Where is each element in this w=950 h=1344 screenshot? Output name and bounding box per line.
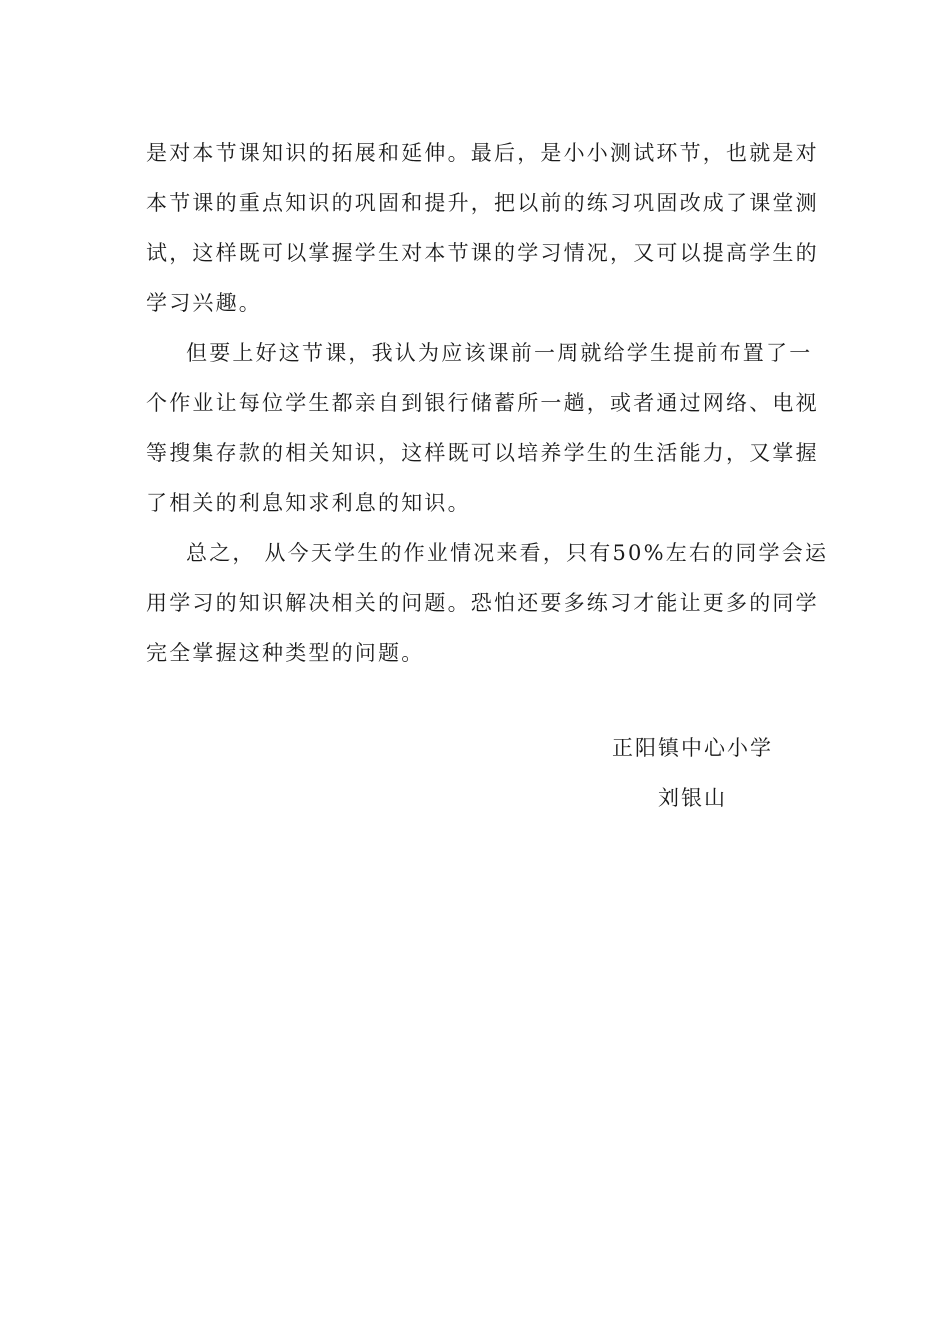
signature-author: 刘银山 (658, 786, 727, 810)
paragraph-2-line-4: 了相关的利息知求利息的知识。 (146, 491, 471, 515)
paragraph-1-line-2: 本节课的重点知识的巩固和提升，把以前的练习巩固改成了课堂测 (146, 191, 819, 215)
paragraph-3-line-3: 完全掌握这种类型的问题。 (146, 641, 425, 665)
paragraph-1-line-3: 试，这样既可以掌握学生对本节课的学习情况，又可以提高学生的 (146, 241, 819, 265)
paragraph-3-line-1: 总之， 从今天学生的作业情况来看，只有50%左右的同学会运 (186, 541, 829, 565)
paragraph-1-line-1: 是对本节课知识的拓展和延伸。最后，是小小测试环节，也就是对 (146, 141, 819, 165)
signature-block (560, 723, 810, 823)
paragraph-1-line-4: 学习兴趣。 (146, 291, 262, 315)
paragraph-2-line-1: 但要上好这节课，我认为应该课前一周就给学生提前布置了一 (186, 341, 813, 365)
paragraph-2-line-2: 个作业让每位学生都亲自到银行储蓄所一趟，或者通过网络、电视 (146, 391, 819, 415)
paragraph-2-line-3: 等搜集存款的相关知识，这样既可以培养学生的生活能力，又掌握 (146, 441, 819, 465)
paragraph-3-line-2: 用学习的知识解决相关的问题。恐怕还要多练习才能让更多的同学 (146, 591, 819, 615)
signature-school: 正阳镇中心小学 (612, 736, 773, 760)
document-body (146, 128, 829, 678)
